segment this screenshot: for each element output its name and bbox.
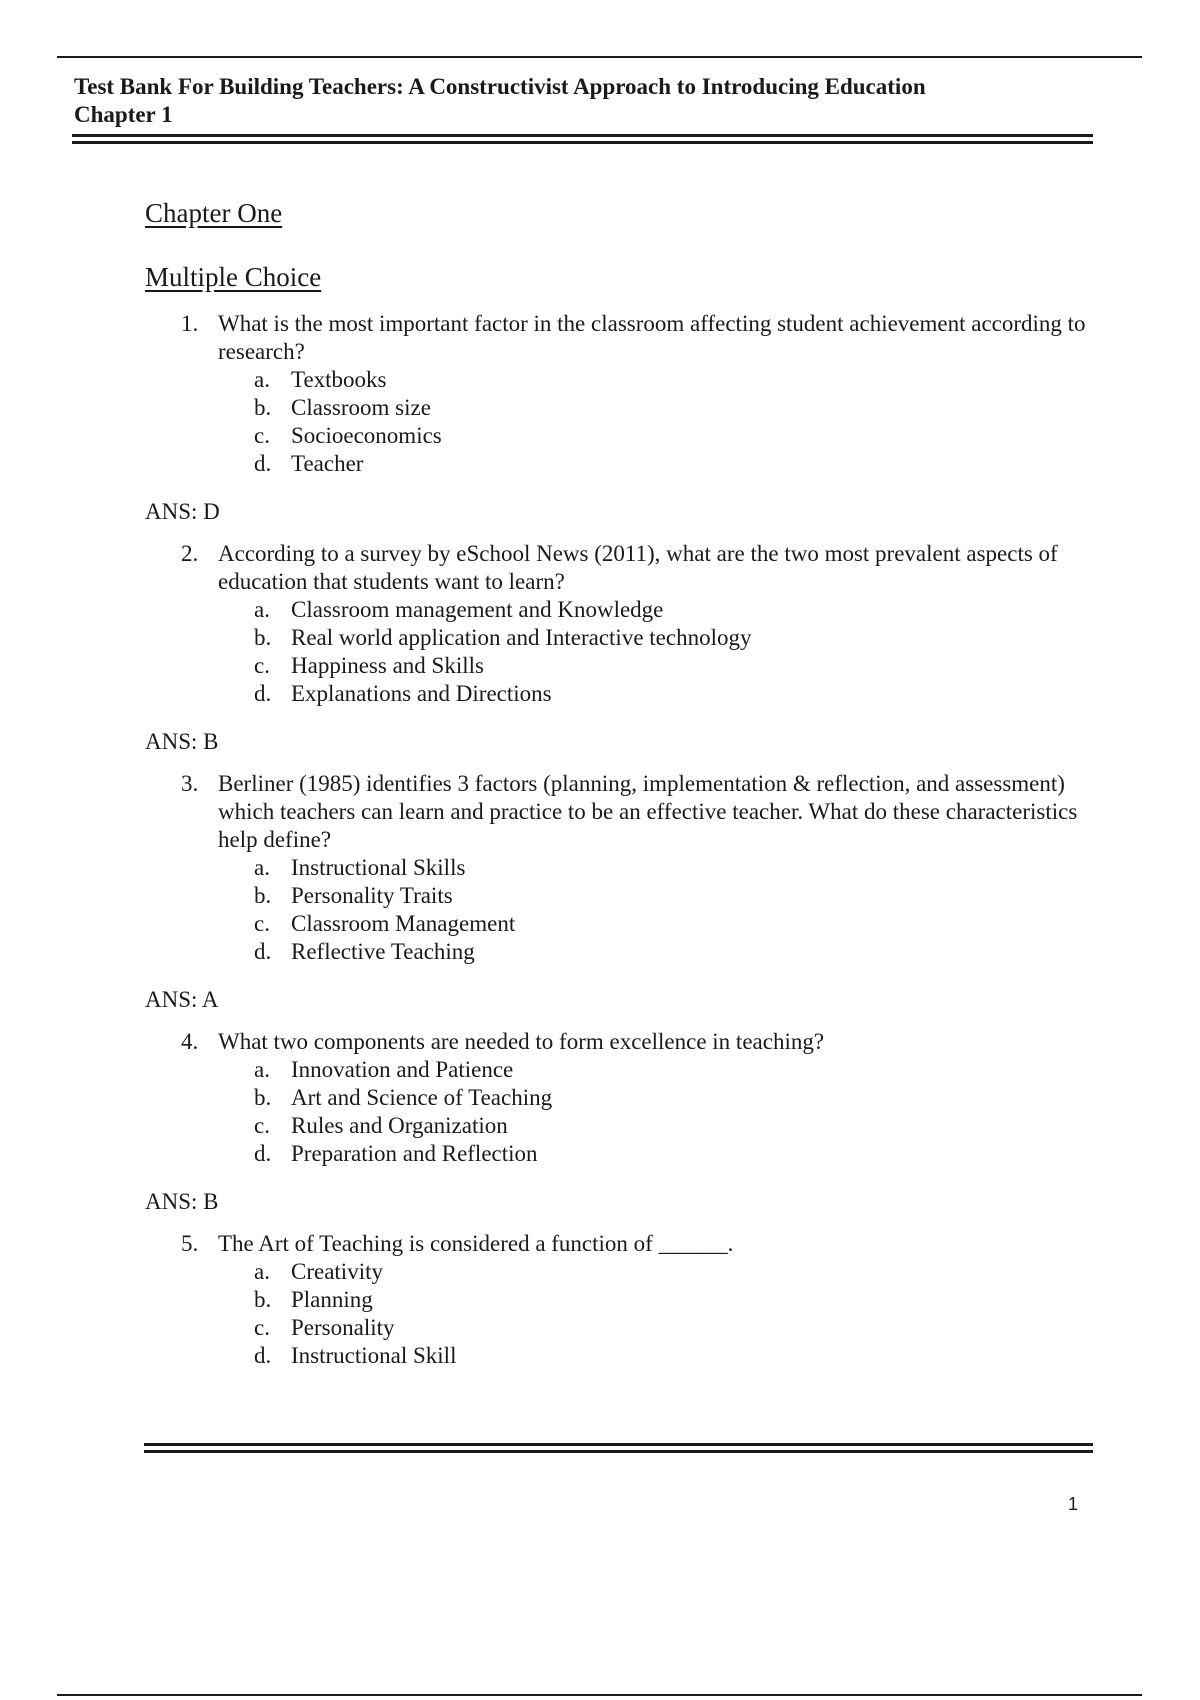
question-item — [145, 1230, 1105, 1370]
page-header — [74, 73, 1094, 129]
question-number: 5. — [181, 1231, 199, 1256]
footer-double-rule — [144, 1443, 1093, 1453]
option-text: Happiness and Skills — [291, 653, 484, 678]
answer-option — [218, 1112, 1105, 1140]
chapter-heading: Chapter One — [145, 198, 283, 228]
question-text: According to a survey by eSchool News (2011), what are the two most prevalent aspects of education that students want to learn? — [218, 541, 1058, 594]
option-text: Textbooks — [291, 367, 387, 392]
question-item — [145, 310, 1105, 478]
option-text: Classroom Management — [291, 911, 516, 936]
option-letter: a. — [254, 597, 270, 622]
answer-key: ANS: D — [145, 499, 220, 524]
option-text: Real world application and Interactive technology — [291, 625, 752, 650]
option-letter: a. — [254, 1057, 270, 1082]
chapter-label: Chapter 1 — [74, 102, 173, 127]
answer-key: ANS: B — [145, 729, 219, 754]
option-text: Classroom management and Knowledge — [291, 597, 664, 622]
answer-options — [218, 596, 1105, 708]
answer-key: ANS: A — [145, 987, 219, 1012]
answer-option — [218, 854, 1105, 882]
question-item — [145, 540, 1105, 708]
bottom-border-line — [57, 1694, 1142, 1696]
answer-option — [218, 652, 1105, 680]
answer-option — [218, 596, 1105, 624]
answer-options — [218, 854, 1105, 966]
answer-option — [218, 1258, 1105, 1286]
option-letter: c. — [254, 1315, 270, 1340]
top-border-line — [57, 56, 1142, 58]
option-letter: d. — [254, 451, 272, 476]
answer-option — [218, 938, 1105, 966]
answer-option — [218, 882, 1105, 910]
option-text: Preparation and Reflection — [291, 1141, 538, 1166]
option-text: Art and Science of Teaching — [291, 1085, 553, 1110]
option-text: Rules and Organization — [291, 1113, 508, 1138]
answer-option — [218, 1314, 1105, 1342]
option-letter: a. — [254, 367, 270, 392]
answer-option — [218, 910, 1105, 938]
option-letter: b. — [254, 625, 272, 650]
question-text: Berliner (1985) identifies 3 factors (planning, implementation & reflection, and assessment) which teachers can learn and practice to be an effective teacher. What do these characteristics help define? — [218, 771, 1078, 852]
answer-option — [218, 680, 1105, 708]
answer-option — [218, 366, 1105, 394]
question-number: 1. — [181, 311, 199, 336]
option-letter: d. — [254, 1343, 272, 1368]
answer-option — [218, 624, 1105, 652]
answer-option — [218, 1286, 1105, 1314]
answer-option — [218, 450, 1105, 478]
document-title: Test Bank For Building Teachers: A Constructivist Approach to Introducing Education — [74, 74, 926, 99]
option-letter: b. — [254, 395, 272, 420]
question-text: The Art of Teaching is considered a function of ______. — [218, 1231, 734, 1256]
option-letter: d. — [254, 1141, 272, 1166]
option-letter: c. — [254, 911, 270, 936]
answer-key: ANS: B — [145, 1189, 219, 1214]
option-text: Instructional Skills — [291, 855, 466, 880]
option-text: Explanations and Directions — [291, 681, 552, 706]
option-letter: a. — [254, 855, 270, 880]
option-text: Planning — [291, 1287, 373, 1312]
main-content — [145, 196, 1105, 1370]
question-text: What two components are needed to form excellence in teaching? — [218, 1029, 825, 1054]
answer-options — [218, 1056, 1105, 1168]
option-letter: b. — [254, 1085, 272, 1110]
option-text: Classroom size — [291, 395, 431, 420]
page-number: 1 — [1068, 1494, 1079, 1514]
option-letter: a. — [254, 1259, 270, 1284]
answer-option — [218, 1140, 1105, 1168]
question-item — [145, 1028, 1105, 1168]
option-letter: c. — [254, 423, 270, 448]
option-text: Socioeconomics — [291, 423, 442, 448]
question-list — [145, 310, 1105, 1370]
section-heading: Multiple Choice — [145, 262, 322, 292]
option-text: Innovation and Patience — [291, 1057, 514, 1082]
option-text: Personality Traits — [291, 883, 453, 908]
option-text: Teacher — [291, 451, 364, 476]
option-text: Personality — [291, 1315, 395, 1340]
question-number: 2. — [181, 541, 199, 566]
answer-option — [218, 1342, 1105, 1370]
question-number: 4. — [181, 1029, 199, 1054]
question-number: 3. — [181, 771, 199, 796]
answer-option — [218, 1084, 1105, 1112]
option-text: Reflective Teaching — [291, 939, 475, 964]
option-letter: c. — [254, 1113, 270, 1138]
question-item — [145, 770, 1105, 966]
option-letter: b. — [254, 1287, 272, 1312]
answer-option — [218, 394, 1105, 422]
answer-options — [218, 1258, 1105, 1370]
question-text: What is the most important factor in the classroom affecting student achievement according to research? — [218, 311, 1086, 364]
option-letter: d. — [254, 939, 272, 964]
answer-option — [218, 422, 1105, 450]
header-double-rule — [72, 134, 1093, 144]
answer-options — [218, 366, 1105, 478]
option-text: Instructional Skill — [291, 1343, 457, 1368]
option-letter: b. — [254, 883, 272, 908]
option-letter: c. — [254, 653, 270, 678]
option-letter: d. — [254, 681, 272, 706]
option-text: Creativity — [291, 1259, 383, 1284]
answer-option — [218, 1056, 1105, 1084]
